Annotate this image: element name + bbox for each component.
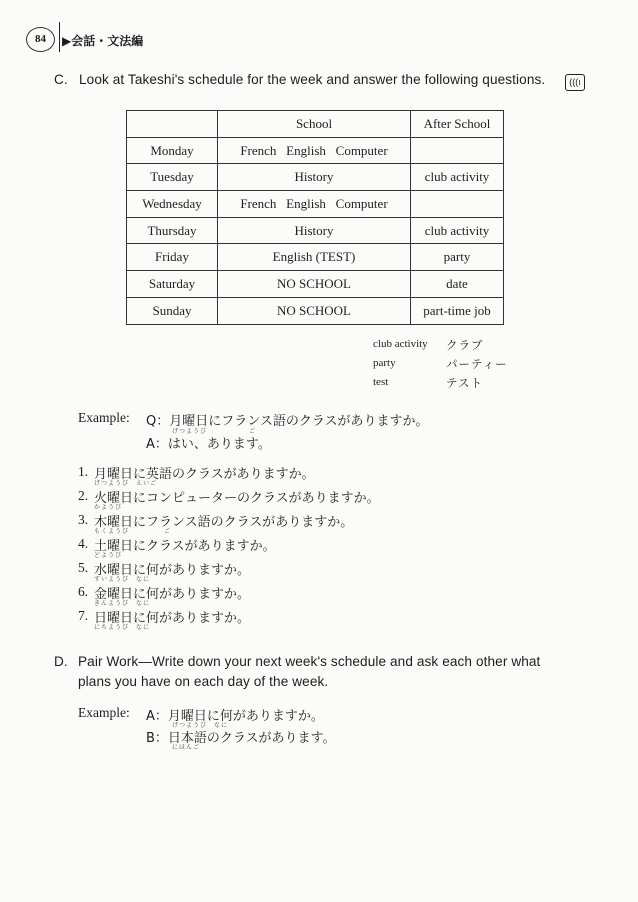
section-c-label: C. — [54, 72, 68, 87]
table-row — [127, 137, 504, 164]
section-d-instruction-line2: plans you have on each day of the week. — [78, 674, 329, 689]
glossary-term: club activity — [373, 338, 428, 350]
glossary-term: party — [373, 357, 396, 369]
day-cell: Sunday — [127, 297, 218, 324]
day-cell: Wednesday — [127, 191, 218, 218]
after-school-cell: part-time job — [411, 297, 504, 324]
page-number: 84 — [26, 27, 55, 52]
table-header-cell: School — [218, 111, 411, 138]
question-number: 5. — [78, 560, 89, 575]
table-row — [127, 164, 504, 191]
example-dialog-a: A：月曜日に何がありますか。 — [146, 709, 324, 724]
school-cell: NO SCHOOL — [218, 297, 411, 324]
question-text: 日曜日に何がありますか。 — [94, 611, 251, 626]
schedule-table — [126, 110, 504, 325]
furigana: どようび — [94, 552, 123, 559]
question-text: 金曜日に何がありますか。 — [94, 587, 251, 602]
question-number: 3. — [78, 512, 89, 527]
day-cell: Monday — [127, 137, 218, 164]
school-cell: NO SCHOOL — [218, 271, 411, 298]
example-dialog-b: B：日本語のクラスがあります。 — [146, 731, 336, 746]
example-label: Example: — [78, 410, 130, 425]
furigana: にちようび なに — [94, 624, 151, 631]
question-number: 7. — [78, 608, 89, 623]
question-text: 土曜日にクラスがありますか。 — [94, 539, 276, 554]
furigana: げつようび なに — [172, 722, 229, 729]
section-label: ▶会話・文法編 — [62, 34, 144, 48]
question-text: 月曜日に英語のクラスがありますか。 — [94, 467, 315, 482]
table-header-cell — [127, 111, 218, 138]
day-cell: Thursday — [127, 217, 218, 244]
school-cell: French English Computer — [218, 191, 411, 218]
glossary-term: test — [373, 376, 389, 388]
day-cell: Friday — [127, 244, 218, 271]
after-school-cell — [411, 191, 504, 218]
furigana: にほんご — [172, 744, 201, 751]
school-cell: History — [218, 164, 411, 191]
after-school-cell: club activity — [411, 164, 504, 191]
furigana: すいようび なに — [94, 576, 151, 583]
furigana: きんようび なに — [94, 600, 151, 607]
furigana: げつようび えいご — [94, 480, 158, 487]
question-number: 2. — [78, 488, 89, 503]
question-text: 木曜日にフランス語のクラスがありますか。 — [94, 515, 354, 530]
furigana: げつようび ご — [172, 428, 257, 435]
section-d-label: D. — [54, 654, 68, 669]
furigana: もくようび ご — [94, 528, 172, 535]
table-row — [127, 191, 504, 218]
furigana: かようび — [94, 504, 123, 511]
question-number: 1. — [78, 464, 89, 479]
question-number: 6. — [78, 584, 89, 599]
school-cell: French English Computer — [218, 137, 411, 164]
table-row — [127, 271, 504, 298]
after-school-cell: party — [411, 244, 504, 271]
table-row — [127, 217, 504, 244]
header-divider — [59, 22, 60, 52]
after-school-cell: date — [411, 271, 504, 298]
table-row — [127, 244, 504, 271]
school-cell: History — [218, 217, 411, 244]
question-text: 水曜日に何がありますか。 — [94, 563, 251, 578]
glossary-translation: テスト — [446, 376, 484, 390]
question-text: 火曜日にコンピューターのクラスがありますか。 — [94, 491, 380, 506]
question-number: 4. — [78, 536, 89, 551]
after-school-cell: club activity — [411, 217, 504, 244]
example-label: Example: — [78, 705, 130, 720]
day-cell: Saturday — [127, 271, 218, 298]
glossary-translation: クラブ — [446, 338, 484, 352]
example-question: Q：月曜日にフランス語のクラスがありますか。 — [146, 414, 429, 429]
section-c-instruction: Look at Takeshi's schedule for the week and answer the following questions. — [79, 72, 546, 87]
glossary-translation: パーティー — [446, 357, 508, 371]
day-cell: Tuesday — [127, 164, 218, 191]
example-answer: A：はい、あります。 — [146, 437, 271, 452]
after-school-cell — [411, 137, 504, 164]
school-cell: English (TEST) — [218, 244, 411, 271]
table-header-cell: After School — [411, 111, 504, 138]
table-header-row — [127, 111, 504, 138]
section-d-instruction-line1: Pair Work—Write down your next week's schedule and ask each other what — [78, 654, 541, 669]
table-row — [127, 297, 504, 324]
audio-icon[interactable]: (((ı — [565, 74, 585, 91]
